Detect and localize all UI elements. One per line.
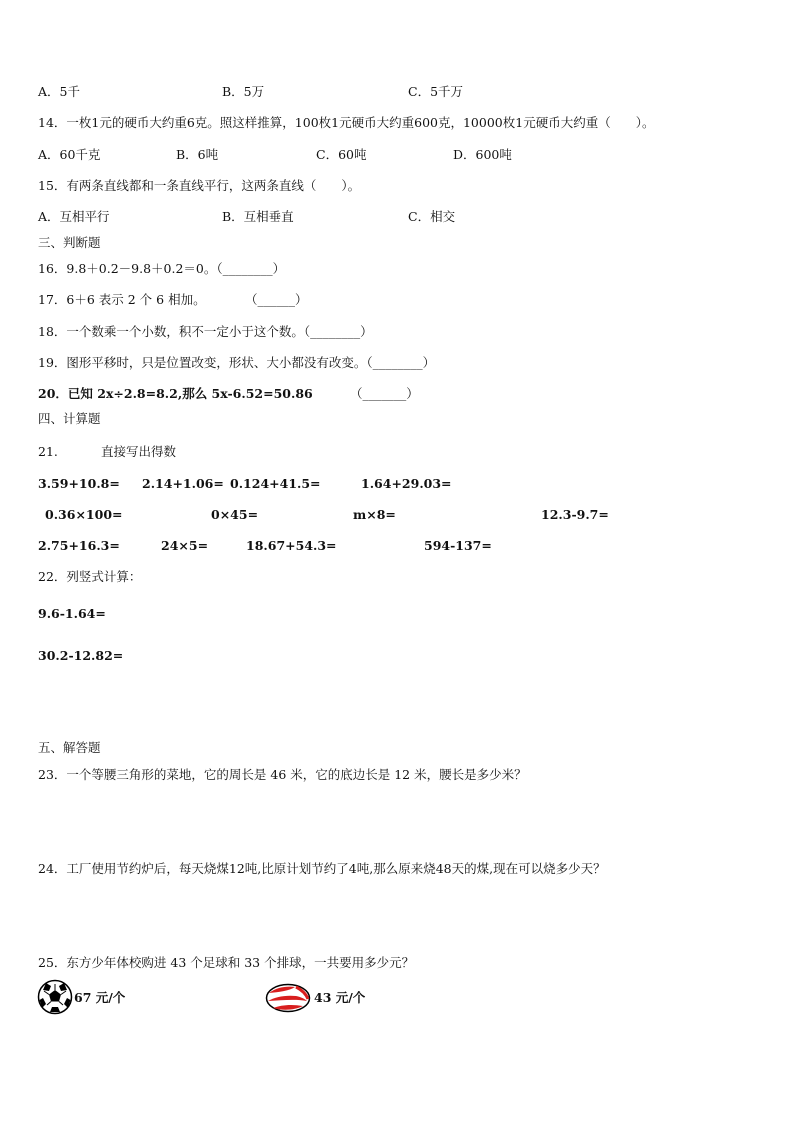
q14-option-b: B．6吨	[176, 147, 219, 162]
calc-item: 594-137=	[424, 538, 492, 553]
q20-text: 20．已知 2x÷2.8=8.2,那么 5x-6.52=50.86	[38, 386, 313, 401]
soccer-ball-icon	[37, 979, 73, 1015]
q20-answer-blank[interactable]: （_______）	[350, 386, 419, 401]
q21-number: 21.	[38, 444, 58, 459]
calc-item: 18.67+54.3=	[246, 538, 337, 553]
q25-text: 25．东方少年体校购进 43 个足球和 33 个排球，一共要用多少元？	[38, 955, 415, 970]
q15-option-b: B．互相垂直	[222, 209, 294, 224]
calc-item: 1.64+29.03=	[361, 476, 452, 491]
q13-option-c: C．5千万	[408, 84, 464, 99]
calc-item: 24×5=	[161, 538, 209, 553]
calc-item: 2.14+1.06=	[142, 476, 224, 491]
q17-answer-blank[interactable]: （______）	[245, 292, 308, 307]
q17-text: 17．6＋6 表示 2 个 6 相加。	[38, 292, 206, 307]
soccer-price: 67 元/个	[74, 990, 126, 1005]
q14-option-a: A．60千克	[38, 147, 101, 162]
q13-option-a: A．5千	[38, 84, 80, 99]
calc-item: 0.124+41.5=	[230, 476, 321, 491]
q22-title: 22．列竖式计算：	[38, 569, 142, 584]
section-3-title: 三、判断题	[38, 235, 101, 250]
q15-option-a: A．互相平行	[38, 209, 110, 224]
q18-text: 18．一个数乘一个小数，积不一定小于这个数。（________）	[38, 324, 373, 339]
q19-text: 19．图形平移时，只是位置改变，形状、大小都没有改变。（________）	[38, 355, 436, 370]
q14-option-c: C．60吨	[316, 147, 367, 162]
q13-option-b: B．5万	[222, 84, 265, 99]
calc-item: 0×45=	[211, 507, 259, 522]
q15-stem: 15．有两条直线都和一条直线平行，这两条直线（ ）。	[38, 178, 361, 193]
q21-title: 直接写出得数	[101, 444, 177, 459]
q24-text: 24．工厂使用节约炉后，每天烧煤12吨,比原计划节约了4吨,那么原来烧48天的煤,现在可以烧多少天？	[38, 861, 606, 876]
vertical-calc-item: 30.2-12.82=	[38, 648, 124, 663]
calc-item: 0.36×100=	[45, 507, 123, 522]
calc-item: 3.59+10.8=	[38, 476, 120, 491]
section-4-title: 四、计算题	[38, 411, 101, 426]
vertical-calc-item: 9.6-1.64=	[38, 606, 106, 621]
section-5-title: 五、解答题	[38, 740, 101, 755]
q15-option-c: C．相交	[408, 209, 456, 224]
q14-stem: 14．一枚1元的硬币大约重6克。照这样推算，100枚1元硬币大约重600克，10000枚1元硬币大约重（ ）。	[38, 115, 655, 130]
q23-text: 23．一个等腰三角形的菜地，它的周长是 46 米，它的底边长是 12 米，腰长是多少米？	[38, 767, 527, 782]
volleyball-price: 43 元/个	[314, 990, 366, 1005]
volleyball-icon	[265, 983, 311, 1013]
q14-option-d: D．600吨	[453, 147, 512, 162]
calc-item: 2.75+16.3=	[38, 538, 120, 553]
calc-item: 12.3-9.7=	[541, 507, 609, 522]
calc-item: m×8=	[353, 507, 396, 522]
q16-text: 16．9.8＋0.2－9.8＋0.2＝0。（________）	[38, 261, 286, 276]
